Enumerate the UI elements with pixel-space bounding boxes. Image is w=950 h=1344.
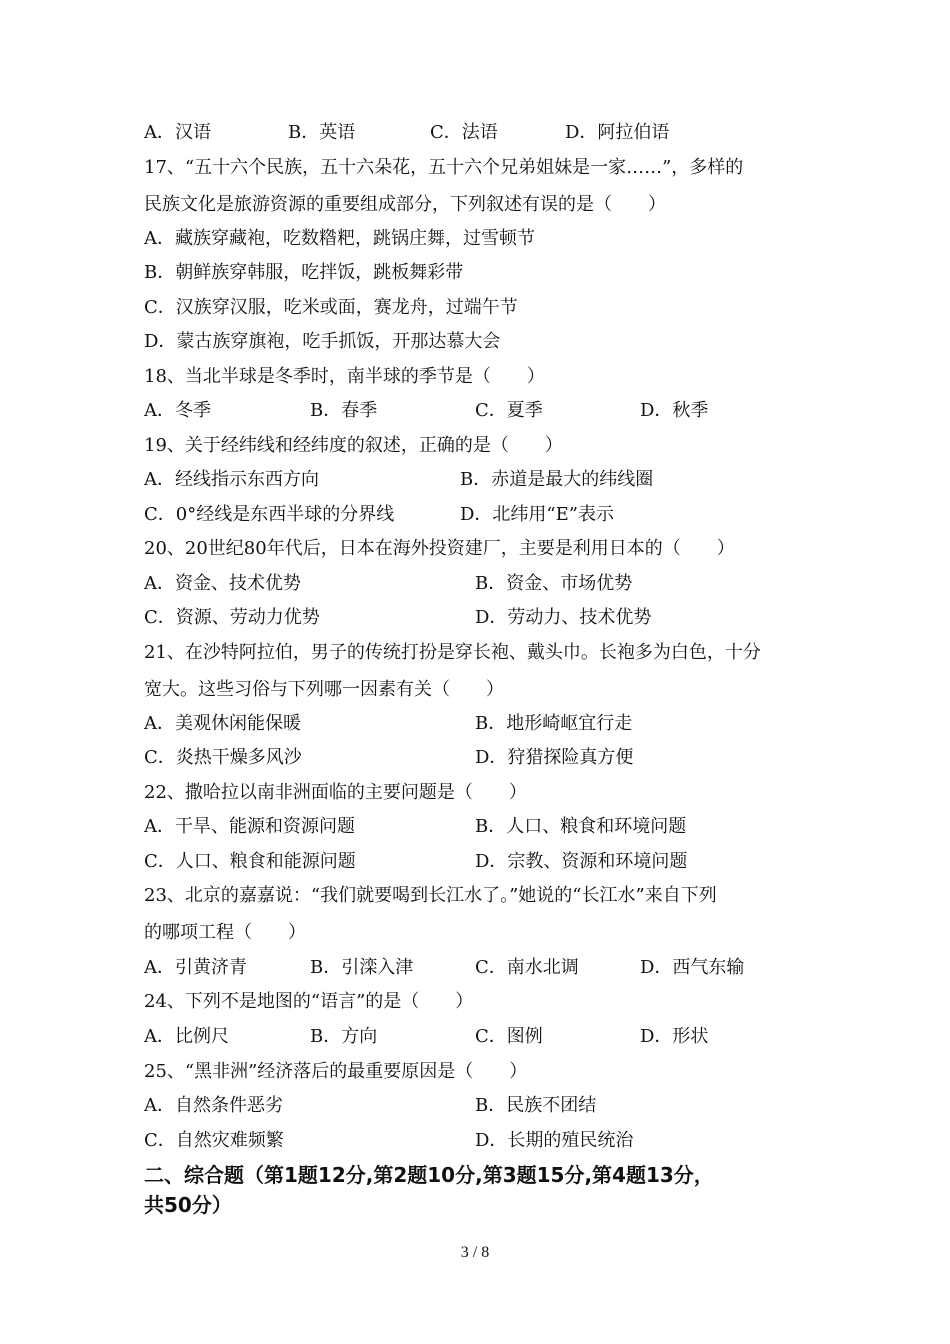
q16-option-b: B．英语 <box>288 122 356 143</box>
q16-option-d: D．阿拉伯语 <box>565 122 670 143</box>
q25-option-b: B．民族不团结 <box>475 1095 597 1116</box>
q25-option-c: C．自然灾难频繁 <box>144 1130 284 1151</box>
page-number: 3 / 8 <box>460 1244 490 1261</box>
q23-stem-line2: 的哪项工程（ ） <box>144 922 306 943</box>
q20-stem: 20、20世纪80年代后，日本在海外投资建厂，主要是利用日本的（ ） <box>144 538 735 559</box>
q16-option-c: C．法语 <box>430 122 498 143</box>
q20-option-a: A．资金、技术优势 <box>144 573 301 594</box>
q25-stem: 25、“黑非洲”经济落后的最重要原因是（ ） <box>144 1061 528 1082</box>
q22-option-b: B．人口、粮食和环境问题 <box>475 816 687 837</box>
q17-option-d: D．蒙古族穿旗袍，吃手抓饭，开那达慕大会 <box>144 331 501 352</box>
q21-option-a: A．美观休闲能保暖 <box>144 713 301 734</box>
q20-option-c: C．资源、劳动力优势 <box>144 607 320 628</box>
q18-option-a: A．冬季 <box>144 400 211 421</box>
q23-option-b: B．引滦入津 <box>310 957 414 978</box>
q17-stem-line2: 民族文化是旅游资源的重要组成部分，下列叙述有误的是（ ） <box>144 194 666 215</box>
section-heading-line1: 二、综合题（第1题12分,第2题10分,第3题15分,第4题13分， <box>144 1163 714 1187</box>
q19-stem: 19、关于经纬线和经纬度的叙述，正确的是（ ） <box>144 435 563 456</box>
q21-option-c: C．炎热干燥多风沙 <box>144 747 302 768</box>
q23-option-c: C．南水北调 <box>475 957 579 978</box>
q24-option-b: B．方向 <box>310 1026 378 1047</box>
q19-option-c: C．0°经线是东西半球的分界线 <box>144 504 395 525</box>
q24-option-a: A．比例尺 <box>144 1026 229 1047</box>
q23-option-d: D．西气东输 <box>640 957 745 978</box>
q25-option-d: D．长期的殖民统治 <box>475 1130 634 1151</box>
q20-option-b: B．资金、市场优势 <box>475 573 633 594</box>
q17-stem-line1: 17、“五十六个民族，五十六朵花，五十六个兄弟姐妹是一家……”，多样的 <box>144 157 744 178</box>
q22-stem: 22、撒哈拉以南非洲面临的主要问题是（ ） <box>144 782 527 803</box>
q25-option-a: A．自然条件恶劣 <box>144 1095 283 1116</box>
q20-option-d: D．劳动力、技术优势 <box>475 607 652 628</box>
q21-stem-line1: 21、在沙特阿拉伯，男子的传统打扮是穿长袍、戴头巾。长袍多为白色，十分 <box>144 642 761 663</box>
q19-option-d: D．北纬用“E”表示 <box>460 504 614 525</box>
q22-option-d: D．宗教、资源和环境问题 <box>475 851 688 872</box>
q24-option-c: C．图例 <box>475 1026 543 1047</box>
q19-option-b: B．赤道是最大的纬线圈 <box>460 469 654 490</box>
q23-option-a: A．引黄济青 <box>144 957 247 978</box>
q16-option-a: A．汉语 <box>144 122 211 143</box>
q24-stem: 24、下列不是地图的“语言”的是（ ） <box>144 991 474 1012</box>
q17-option-b: B．朝鲜族穿韩服，吃拌饭，跳板舞彩带 <box>144 262 464 283</box>
q21-stem-line2: 宽大。这些习俗与下列哪一因素有关（ ） <box>144 679 504 700</box>
section-heading-line2: 共50分） <box>144 1193 232 1217</box>
q19-option-a: A．经线指示东西方向 <box>144 469 319 490</box>
q21-option-d: D．狩猎探险真方便 <box>475 747 634 768</box>
q23-stem-line1: 23、北京的嘉嘉说：“我们就要喝到长江水了。”她说的“长江水”来自下列 <box>144 885 717 906</box>
q18-option-d: D．秋季 <box>640 400 709 421</box>
q18-stem: 18、当北半球是冬季时，南半球的季节是（ ） <box>144 366 545 387</box>
q24-option-d: D．形状 <box>640 1026 709 1047</box>
q21-option-b: B．地形崎岖宜行走 <box>475 713 633 734</box>
q17-option-a: A．藏族穿藏袍，吃数糌粑，跳锅庄舞，过雪顿节 <box>144 228 535 249</box>
q18-option-c: C．夏季 <box>475 400 543 421</box>
q17-option-c: C．汉族穿汉服，吃米或面，赛龙舟，过端午节 <box>144 297 518 318</box>
q22-option-c: C．人口、粮食和能源问题 <box>144 851 356 872</box>
q18-option-b: B．春季 <box>310 400 378 421</box>
q22-option-a: A．干旱、能源和资源问题 <box>144 816 355 837</box>
